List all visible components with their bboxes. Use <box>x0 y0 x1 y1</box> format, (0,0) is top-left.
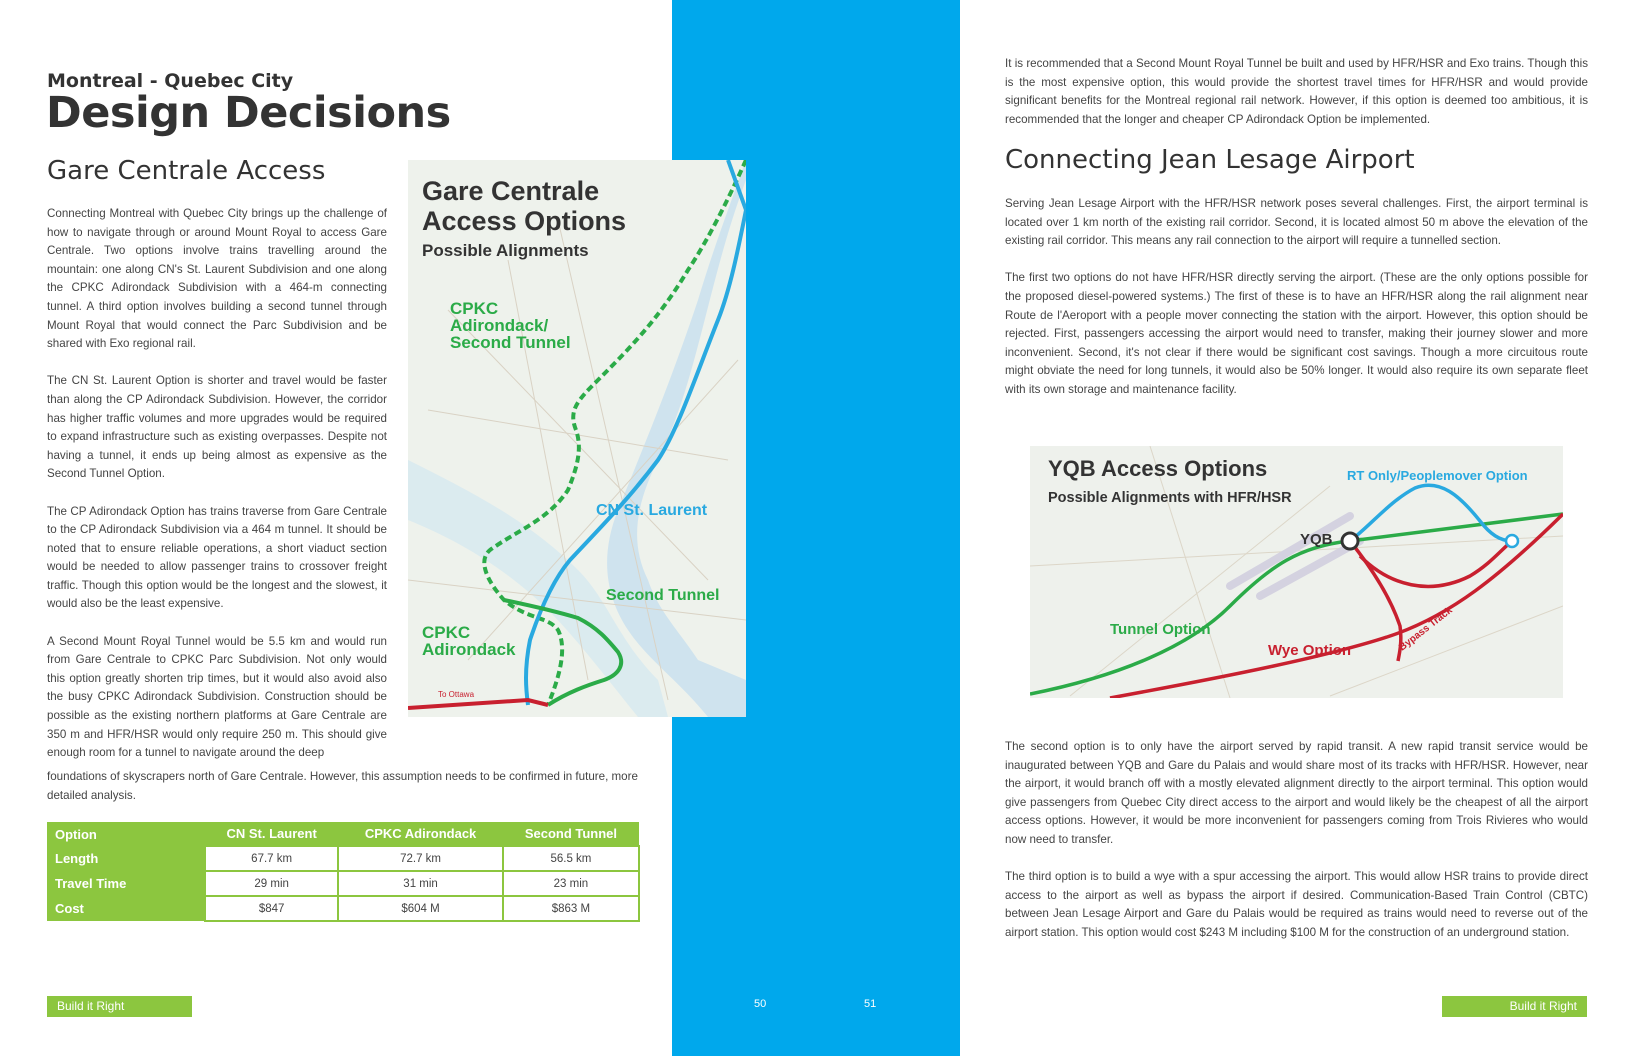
table-cell: 72.7 km <box>338 846 503 871</box>
table-cell: $847 <box>205 896 338 921</box>
table-cell: 31 min <box>338 871 503 896</box>
label-cpkc-2: Adirondack <box>422 640 516 659</box>
section-heading-airport: Connecting Jean Lesage Airport <box>1005 145 1415 175</box>
right-body-upper <box>1005 195 1588 418</box>
label-cpkc-tunnel-3: Second Tunnel <box>450 333 571 352</box>
page-number-right: 51 <box>864 998 877 1010</box>
table-row <box>47 846 639 871</box>
paragraph: Serving Jean Lesage Airport with the HFR/HSR network poses several challenges. First, the airport terminal is located over 1 km north of the existing rail corridor. Second, it is located almost 50 m above the elevation of the existing rail corridor. This means any rail connection to the airport will require a tunnelled section. <box>1005 197 1588 248</box>
table-cell: 23 min <box>503 871 639 896</box>
yqb-map-subtitle: Possible Alignments with HFR/HSR <box>1048 490 1292 506</box>
table-header: CN St. Laurent <box>205 822 338 846</box>
gare-centrale-map <box>408 160 746 717</box>
paragraph: A Second Mount Royal Tunnel would be 5.5 km and would run from Gare Centrale to CPKC Parc Subdivision. Not only would this option greatly shorten trip times, but it would also avoid also the busy CPKC Adirondack Subdivision. Construction should be possible as the existing northern platforms at Gare Centrale are 350 m and HFR/HSR would only require 250 m. This should give enough room for a tunnel to navigate around the deep <box>47 634 387 760</box>
map-title-line2: Access Options <box>422 206 627 236</box>
label-rt-only: RT Only/Peoplemover Option <box>1347 468 1528 483</box>
table-cell: 56.5 km <box>503 846 639 871</box>
table-cell: $863 M <box>503 896 639 921</box>
table-row <box>47 871 639 896</box>
page-number-left: 50 <box>754 998 767 1010</box>
label-second-tunnel: Second Tunnel <box>606 587 720 604</box>
label-cpkc-tunnel-1: CPKC <box>450 299 499 318</box>
option-comparison-table <box>47 822 640 922</box>
table-header-row <box>47 822 639 846</box>
paragraph: The CP Adirondack Option has trains traverse from Gare Centrale to the CP Adirondack Subdivision via a 464 m tunnel. It should be noted that to ensure reliable operations, a short viaduct section would be needed to allow passenger trains to crossover freight traffic. Though this option would be the longest and the slowest, it would also be the least expensive. <box>47 504 387 611</box>
paragraph: The first two options do not have HFR/HSR directly serving the airport. (These are the only options possible for the proposed diesel-powered systems.) The first of these is to have an HFR/HSR along the rail alignment near Route de l'Aeroport with a people mover connecting the station with the airport. However, this option should be rejected. First, passengers accessing the airport would need to transfer, making their journey slower and more inconvenient. Second, it's not clear if there would be significant cost savings. Though a more circuitous route might obviate the need for long tunnels, it would also be 50% longer. It would also require its own separate fleet with its own storage and maintenance facility. <box>1005 271 1588 396</box>
table-row <box>47 896 639 921</box>
yqb-access-map <box>1030 446 1563 698</box>
footer-tag-left: Build it Right <box>47 996 192 1017</box>
paragraph: The third option is to build a wye with a spur accessing the airport. This would allow HSR trains to provide direct access to the airport as well as bypass the airport if desired. Communication-Based Train Control (CBTC) between Jean Lesage Airport and Gare du Palais would be required as trains would need to reverse out of the airport station. This option would cost $243 M including $100 M for the construction of an underground station. <box>1005 870 1588 939</box>
label-to-ottawa: To Ottawa <box>438 690 475 699</box>
yqb-map-graphic <box>1030 446 1563 698</box>
right-body-lower <box>1005 738 1588 943</box>
gare-centrale-map-graphic <box>408 160 746 717</box>
table-header: Second Tunnel <box>503 822 639 846</box>
footer-tag-right: Build it Right <box>1442 996 1587 1017</box>
table-header: Option <box>47 822 205 846</box>
label-cpkc-1: CPKC <box>422 623 471 642</box>
table-cell: 29 min <box>205 871 338 896</box>
row-label: Length <box>47 846 205 871</box>
page-title: Design Decisions <box>46 88 451 138</box>
map-title-line1: Gare Centrale <box>422 176 600 206</box>
document-subtitle: Montreal - Quebec City <box>47 70 294 92</box>
label-cn-st-laurent: CN St. Laurent <box>596 502 708 519</box>
yqb-map-title: YQB Access Options <box>1048 456 1268 481</box>
left-body-column <box>47 205 387 763</box>
paragraph-continuation: foundations of skyscrapers north of Gare Centrale. However, this assumption needs to be confirmed in future, more detailed analysis. <box>47 770 638 802</box>
label-tunnel-option: Tunnel Option <box>1110 621 1211 638</box>
row-label: Cost <box>47 896 205 921</box>
section-heading-gare-centrale: Gare Centrale Access <box>47 156 326 186</box>
table-header: CPKC Adirondack <box>338 822 503 846</box>
paragraph: The CN St. Laurent Option is shorter and travel would be faster than along the CP Adirondack Subdivision. However, the corridor has higher traffic volumes and more upgrades would be required to expand infrastructure such as existing overpasses. Despite not having a tunnel, it ends up being almost as expensive as the Second Tunnel Option. <box>47 374 387 481</box>
paragraph: Connecting Montreal with Quebec City brings up the challenge of how to navigate through or around Mount Royal to access Gare Centrale. Two options involve trains travelling around the mountain: one along CN's St. Laurent Subdivision and one along the CPKC Adirondack Subdivision with a 464-m connecting tunnel. A third option involves building a second tunnel through Mount Royal that would connect the Parc Subdivision and be shared with Exo regional rail. <box>47 207 387 351</box>
intro-paragraph: It is recommended that a Second Mount Royal Tunnel be built and used by HFR/HSR and Exo trains. Though this is the most expensive option, this would provide the shortest travel times for HFR/HSR and would provide significant benefits for the Montreal regional rail network. However, if this option is deemed too ambitious, it is recommended that the longer and cheaper CP Adirondack Option be implemented. <box>1005 57 1588 126</box>
table-cell: 67.7 km <box>205 846 338 871</box>
label-cpkc-tunnel-2: Adirondack/ <box>450 316 549 335</box>
label-bypass-track: Bypass Track <box>1397 604 1455 654</box>
paragraph: The second option is to only have the airport served by rapid transit. A new rapid transit service would be inaugurated between YQB and Gare du Palais and would share most of its tracks with HFR/HSR. However, near the airport, it would branch off with a mostly elevated alignment directly to the airport terminal. This option would give passengers from Quebec City direct access to the airport and would likely be the cheapest of all the airport access options. However, it would be more inconvenient for passengers coming from Trois Rivieres who would now need to transfer. <box>1005 740 1588 846</box>
row-label: Travel Time <box>47 871 205 896</box>
table-cell: $604 M <box>338 896 503 921</box>
map-subtitle: Possible Alignments <box>422 241 589 260</box>
label-wye-option: Wye Option <box>1268 642 1352 659</box>
label-yqb: YQB <box>1300 531 1333 548</box>
